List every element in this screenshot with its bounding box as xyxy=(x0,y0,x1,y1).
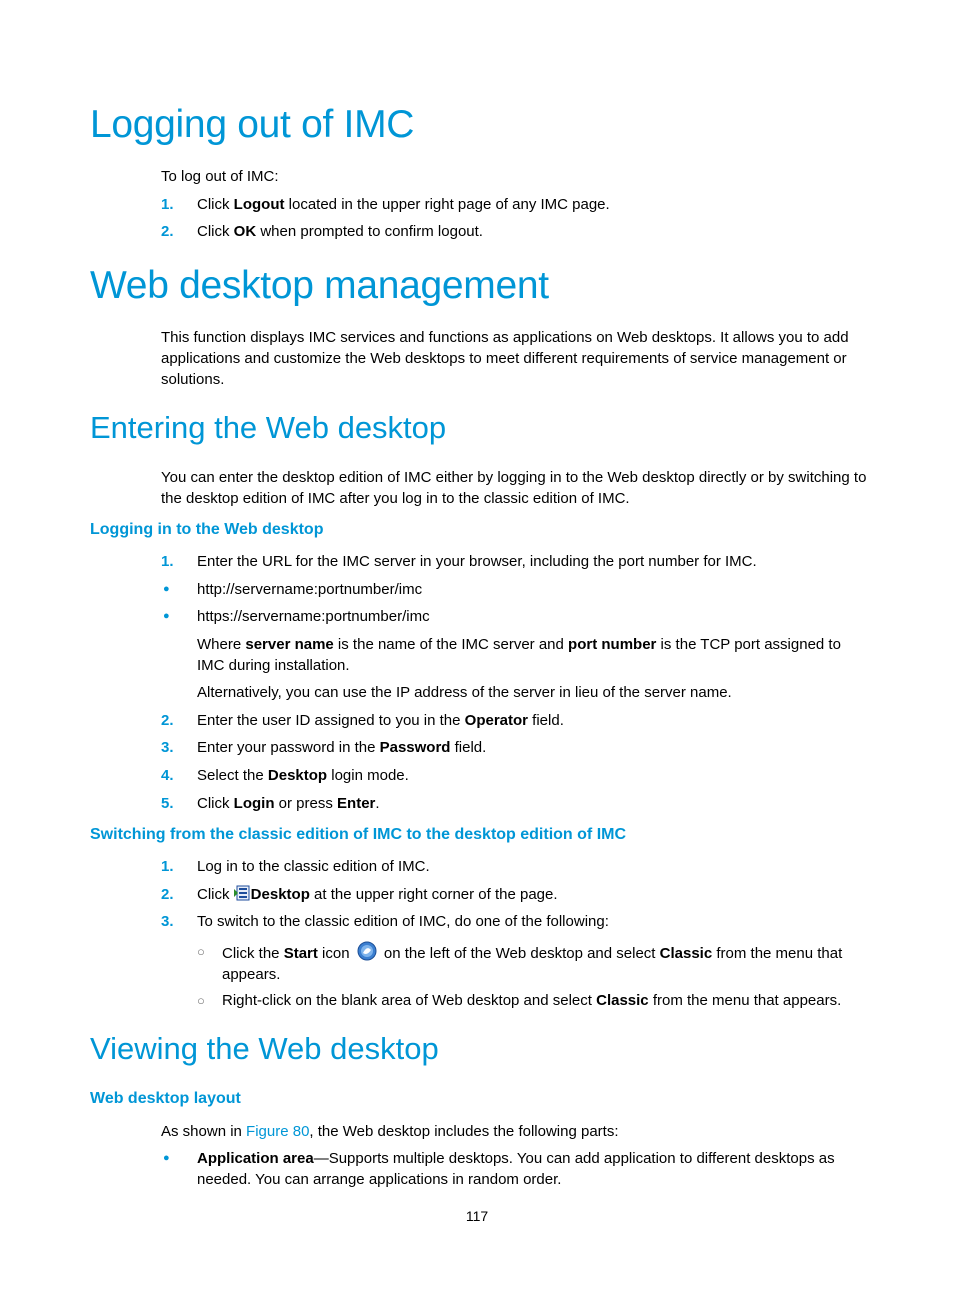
bullet-icon: ● xyxy=(163,610,170,622)
step-number: 2. xyxy=(161,712,174,729)
step-text: Enter the URL for the IMC server in your browser, including the port number for IMC. xyxy=(197,553,757,570)
heading-web-desktop-layout: Web desktop layout xyxy=(90,1090,241,1107)
step-text: Click Desktop at the upper right corner of the page. xyxy=(197,886,558,903)
step-text: Select the Desktop login mode. xyxy=(197,767,409,784)
body-entering-web-desktop: You can enter the desktop edition of IMC either by logging in to the Web desktop directly or by switching to the desktop edition of IMC after you log in to the classic edition of IMC. xyxy=(161,469,867,507)
step-text: Log in to the classic edition of IMC. xyxy=(197,858,430,875)
step-text: Click Logout located in the upper right page of any IMC page. xyxy=(197,196,610,213)
option-text: Right-click on the blank area of Web desktop and select Classic from the menu that appears. xyxy=(222,992,842,1009)
step-text: Enter the user ID assigned to you in the Operator field. xyxy=(197,712,564,729)
alternative-text: Alternatively, you can use the IP address of the server in lieu of the server name. xyxy=(197,684,732,701)
bullet-icon: ● xyxy=(163,583,170,595)
bullet-text: Application area—Supports multiple desktops. You can add application to different desktops as needed. You can arrange applications in random order. xyxy=(197,1150,835,1188)
step-number: 5. xyxy=(161,795,174,812)
intro-logout: To log out of IMC: xyxy=(161,168,279,185)
option-text: Click the Start icon on the left of the Web desktop and select Classic from the menu that appears. xyxy=(222,941,862,985)
step-text: Click Login or press Enter. xyxy=(197,795,380,812)
where-text: Where server name is the name of the IMC server and port number is the TCP port assigned to IMC during installation. xyxy=(197,636,841,674)
step-number: 1. xyxy=(161,858,174,875)
heading-viewing-web-desktop: Viewing the Web desktop xyxy=(90,1031,439,1066)
bullet-icon: ● xyxy=(163,1152,170,1164)
sub-bullet-icon: ○ xyxy=(197,944,205,959)
heading-web-desktop-management: Web desktop management xyxy=(90,264,549,307)
heading-switching: Switching from the classic edition of IMC to the desktop edition of IMC xyxy=(90,826,627,843)
sub-bullet-icon: ○ xyxy=(197,993,205,1008)
desktop-icon xyxy=(234,885,250,901)
bullet-text: http://servername:portnumber/imc xyxy=(197,581,423,598)
step-text: Enter your password in the Password field. xyxy=(197,739,487,756)
body-web-desktop-management: This function displays IMC services and functions as applications on Web desktops. It allows you to add applications and customize the Web desktops to meet different requirements of service management or solutions. xyxy=(161,329,849,388)
step-text: To switch to the classic edition of IMC, do one of the following: xyxy=(197,913,609,930)
intro-layout: As shown in Figure 80, the Web desktop includes the following parts: xyxy=(161,1123,619,1140)
step-number: 1. xyxy=(161,196,174,213)
step-number: 2. xyxy=(161,886,174,903)
step-number: 3. xyxy=(161,739,174,756)
heading-entering-web-desktop: Entering the Web desktop xyxy=(90,410,447,445)
heading-logging-in: Logging in to the Web desktop xyxy=(90,521,324,538)
heading-logging-out: Logging out of IMC xyxy=(90,103,415,146)
page-number: 117 xyxy=(465,1208,489,1224)
start-icon xyxy=(357,941,377,961)
bullet-text: https://servername:portnumber/imc xyxy=(197,608,430,625)
step-number: 3. xyxy=(161,913,174,930)
figure-link[interactable]: Figure 80 xyxy=(246,1123,310,1140)
step-number: 2. xyxy=(161,223,174,240)
step-number: 4. xyxy=(161,767,174,784)
step-text: Click OK when prompted to confirm logout. xyxy=(197,223,483,240)
step-number: 1. xyxy=(161,553,174,570)
